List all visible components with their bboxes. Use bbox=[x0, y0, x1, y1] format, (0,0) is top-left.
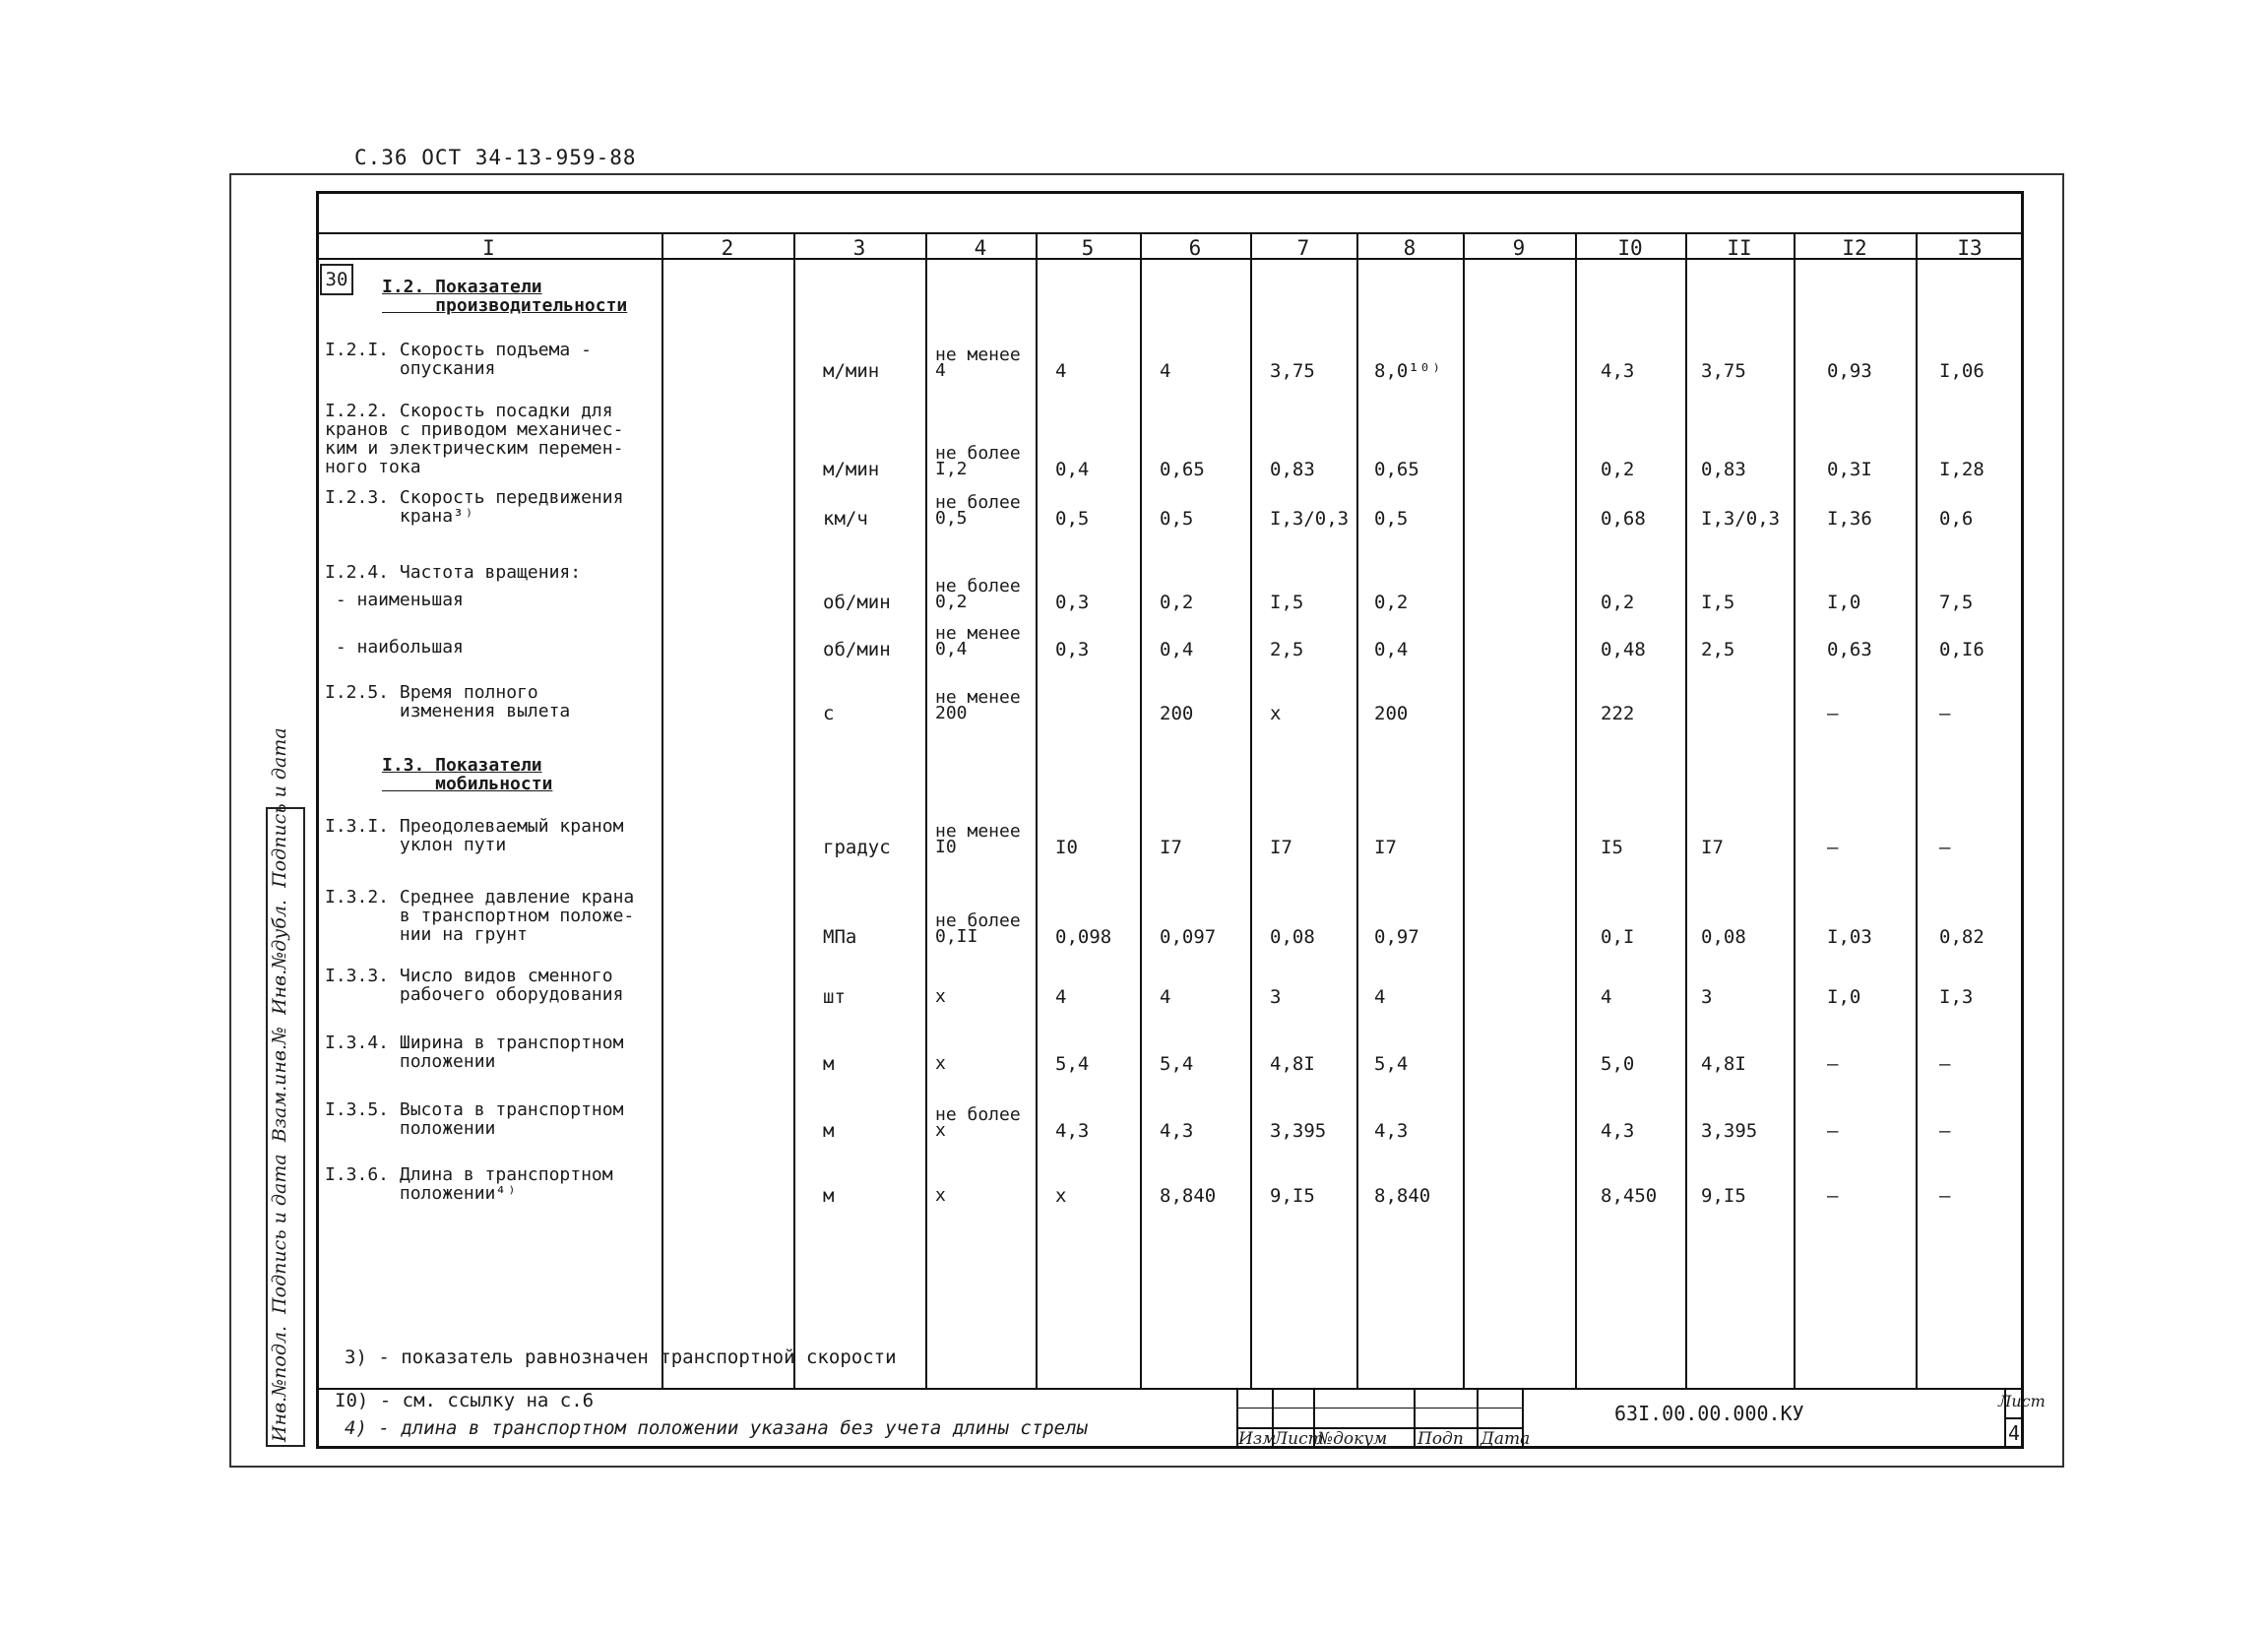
col-number: I3 bbox=[1957, 236, 1983, 260]
row-value: 4 bbox=[1160, 986, 1171, 1008]
row-value: 0,65 bbox=[1160, 459, 1205, 480]
row-value: 0,83 bbox=[1270, 459, 1315, 480]
title-label-podp: Подп bbox=[1418, 1429, 1464, 1449]
row-value: I,3/0,3 bbox=[1270, 508, 1350, 530]
row-value: 4,8I bbox=[1701, 1053, 1746, 1075]
row-value: 7,5 bbox=[1939, 592, 1974, 613]
row-value: I7 bbox=[1701, 837, 1724, 858]
row-value: 3,395 bbox=[1270, 1120, 1327, 1142]
row-value: 4 bbox=[1055, 986, 1067, 1008]
row-value: – bbox=[1939, 1053, 1951, 1075]
row-value: 0,97 bbox=[1374, 926, 1419, 948]
row-value: 0,5 bbox=[1055, 508, 1090, 530]
row-label: I.2.I. Скорость подъема - опускания bbox=[325, 340, 592, 379]
page-header: С.36 ОСТ 34-13-959-88 bbox=[354, 146, 637, 169]
row-value: – bbox=[1827, 1053, 1839, 1075]
sheet-label: Лист bbox=[1998, 1392, 2046, 1410]
row-value: – bbox=[1939, 1120, 1951, 1142]
row-requirement: х bbox=[935, 1185, 946, 1206]
row-value: 4,3 bbox=[1055, 1120, 1090, 1142]
row-value: I,0 bbox=[1827, 986, 1861, 1008]
row-requirement: не более 0,5 bbox=[935, 492, 1021, 529]
col-divider bbox=[1685, 232, 1687, 1388]
col-number: I2 bbox=[1842, 236, 1867, 260]
row-label: I.3.3. Число видов сменного рабочего оборудования bbox=[325, 966, 624, 1005]
row-value: 0,5 bbox=[1374, 508, 1409, 530]
row-value: 4,8I bbox=[1270, 1053, 1315, 1075]
revision-grid-divider bbox=[1414, 1388, 1416, 1449]
row-requirement: не более 0,II bbox=[935, 910, 1021, 947]
col-number: 4 bbox=[974, 236, 987, 260]
row-value: – bbox=[1827, 1185, 1839, 1207]
col-divider bbox=[1140, 232, 1142, 1388]
row-label: I.3.6. Длина в транспортном положении⁴⁾ bbox=[325, 1164, 613, 1204]
row-value: 0,5 bbox=[1160, 508, 1194, 530]
col-divider bbox=[1794, 232, 1796, 1388]
col-number: 8 bbox=[1403, 236, 1417, 260]
col-number: 2 bbox=[721, 236, 734, 260]
row-value: I,5 bbox=[1270, 592, 1304, 613]
col-number: 3 bbox=[852, 236, 866, 260]
row-value: – bbox=[1939, 837, 1951, 858]
row-value: 0,097 bbox=[1160, 926, 1217, 948]
row-value: 0,08 bbox=[1701, 926, 1746, 948]
row-value: 0,2 bbox=[1374, 592, 1409, 613]
col-number: I0 bbox=[1617, 236, 1643, 260]
table-top-rule bbox=[316, 232, 2024, 234]
row-value: 9,I5 bbox=[1270, 1185, 1315, 1207]
row-label: I.2.4. Частота вращения: bbox=[325, 562, 582, 583]
row-value: 0,4 bbox=[1160, 639, 1194, 660]
row-value: I0 bbox=[1055, 837, 1078, 858]
row-unit: м bbox=[823, 1120, 835, 1142]
row-value: I5 bbox=[1601, 837, 1623, 858]
row-unit: м bbox=[823, 1053, 835, 1075]
row-value: I,3 bbox=[1939, 986, 1974, 1008]
row-label: I.3. Показатели мобильности bbox=[382, 755, 553, 794]
row-value: х bbox=[1055, 1185, 1067, 1207]
row-value: I,0 bbox=[1827, 592, 1861, 613]
row-value: 3,395 bbox=[1701, 1120, 1758, 1142]
side-stamp-text: Инв.№подл. Подпись и дата Взам.инв.№ Инв.№дубл. Подпись и дата bbox=[269, 727, 290, 1442]
row-value: – bbox=[1827, 703, 1839, 724]
col-divider bbox=[925, 232, 927, 1388]
col-divider bbox=[1463, 232, 1465, 1388]
row-value: 5,4 bbox=[1160, 1053, 1194, 1075]
row-value: 2,5 bbox=[1701, 639, 1735, 660]
row-value: 0,65 bbox=[1374, 459, 1419, 480]
row-value: 8,840 bbox=[1374, 1185, 1431, 1207]
row-value: 0,I6 bbox=[1939, 639, 1984, 660]
row-label: - наибольшая bbox=[325, 637, 464, 657]
row-requirement: не более х bbox=[935, 1104, 1021, 1141]
row-unit: МПа bbox=[823, 926, 857, 948]
row-unit: м/мин bbox=[823, 459, 880, 480]
row-value: I,03 bbox=[1827, 926, 1872, 948]
col-number: 6 bbox=[1188, 236, 1202, 260]
row-unit: шт bbox=[823, 986, 846, 1008]
row-value: 8,450 bbox=[1601, 1185, 1658, 1207]
row-value: – bbox=[1939, 703, 1951, 724]
row-value: 200 bbox=[1160, 703, 1194, 724]
row-requirement: х bbox=[935, 1053, 946, 1074]
row-value: I,5 bbox=[1701, 592, 1735, 613]
title-label-dokum: №докум bbox=[1317, 1429, 1388, 1449]
row-value: I,28 bbox=[1939, 459, 1984, 480]
document-code: 63I.00.00.000.КУ bbox=[1614, 1402, 1804, 1425]
row-unit: градус bbox=[823, 837, 891, 858]
row-value: 0,4 bbox=[1055, 459, 1090, 480]
row-value: 0,83 bbox=[1701, 459, 1746, 480]
sheet-box-rule bbox=[2004, 1417, 2024, 1419]
row-requirement: х bbox=[935, 986, 946, 1007]
row-requirement: не более I,2 bbox=[935, 443, 1021, 479]
row-value: 5,0 bbox=[1601, 1053, 1635, 1075]
row-value: 0,93 bbox=[1827, 360, 1872, 382]
row-value: – bbox=[1827, 837, 1839, 858]
row-value: I7 bbox=[1160, 837, 1182, 858]
col-divider bbox=[1916, 232, 1918, 1388]
col-divider bbox=[1356, 232, 1358, 1388]
footnote-10: I0) - см. ссылку на с.6 bbox=[335, 1390, 595, 1411]
row-value: 8,0¹⁰⁾ bbox=[1374, 360, 1442, 382]
row-requirement: не более 0,2 bbox=[935, 576, 1021, 612]
row-value: 0,68 bbox=[1601, 508, 1646, 530]
footnote-3: 3) - показатель равнозначен транспортной скорости bbox=[345, 1346, 897, 1368]
row-value: I,3/0,3 bbox=[1701, 508, 1781, 530]
row-value: 3 bbox=[1701, 986, 1713, 1008]
row-value: 5,4 bbox=[1374, 1053, 1409, 1075]
title-label-list: Лист bbox=[1274, 1429, 1324, 1449]
row-value: 4,3 bbox=[1601, 360, 1635, 382]
row-label: I.2.3. Скорость передвижения крана³⁾ bbox=[325, 487, 624, 527]
title-label-izm: Изм bbox=[1238, 1429, 1277, 1449]
row-value: 0,I bbox=[1601, 926, 1635, 948]
row-value: 0,6 bbox=[1939, 508, 1974, 530]
row-value: 0,2 bbox=[1160, 592, 1194, 613]
row-value: 4 bbox=[1601, 986, 1612, 1008]
row-label: I.2.5. Время полного изменения вылета bbox=[325, 682, 571, 721]
row-value: I,36 bbox=[1827, 508, 1872, 530]
title-label-data: Дата bbox=[1480, 1429, 1531, 1449]
row-value: 4,3 bbox=[1160, 1120, 1194, 1142]
row-value: 4,3 bbox=[1601, 1120, 1635, 1142]
row-label: I.3.2. Среднее давление крана в транспортном положе- нии на грунт bbox=[325, 887, 635, 945]
row-label: I.3.I. Преодолеваемый краном уклон пути bbox=[325, 816, 624, 855]
row-value: 0,82 bbox=[1939, 926, 1984, 948]
row-unit: км/ч bbox=[823, 508, 868, 530]
row-value: – bbox=[1827, 1120, 1839, 1142]
row-value: 0,08 bbox=[1270, 926, 1315, 948]
row-value: 8,840 bbox=[1160, 1185, 1217, 1207]
row-requirement: не менее 0,4 bbox=[935, 623, 1021, 659]
row-value: 3 bbox=[1270, 986, 1282, 1008]
row-value: 0,2 bbox=[1601, 459, 1635, 480]
row-value: 4 bbox=[1055, 360, 1067, 382]
col-divider bbox=[662, 232, 663, 1388]
section-marker: 30 bbox=[320, 264, 353, 295]
row-label: - наименьшая bbox=[325, 590, 464, 610]
row-value: 3,75 bbox=[1701, 360, 1746, 382]
row-value: 3,75 bbox=[1270, 360, 1315, 382]
col-number: I bbox=[482, 236, 495, 260]
row-value: 2,5 bbox=[1270, 639, 1304, 660]
row-value: I,06 bbox=[1939, 360, 1984, 382]
col-divider bbox=[1575, 232, 1577, 1388]
revision-grid-divider bbox=[1477, 1388, 1479, 1449]
row-requirement: не менее 200 bbox=[935, 687, 1021, 723]
row-unit: м bbox=[823, 1185, 835, 1207]
row-value: – bbox=[1939, 1185, 1951, 1207]
col-number: 9 bbox=[1512, 236, 1526, 260]
row-value: 4 bbox=[1160, 360, 1171, 382]
col-divider bbox=[793, 232, 795, 1388]
col-number: II bbox=[1727, 236, 1752, 260]
row-unit: об/мин bbox=[823, 592, 891, 613]
col-divider bbox=[1250, 232, 1252, 1388]
row-label: I.2. Показатели производительности bbox=[382, 277, 628, 316]
row-value: 222 bbox=[1601, 703, 1635, 724]
row-value: 200 bbox=[1374, 703, 1409, 724]
row-value: х bbox=[1270, 703, 1282, 724]
row-unit: об/мин bbox=[823, 639, 891, 660]
row-value: 4,3 bbox=[1374, 1120, 1409, 1142]
row-value: 9,I5 bbox=[1701, 1185, 1746, 1207]
row-label: I.2.2. Скорость посадки для кранов с приводом механичес- ким и электрическим перемен- ного тока bbox=[325, 401, 624, 477]
revision-grid-rule bbox=[1236, 1408, 1522, 1409]
row-value: I7 bbox=[1270, 837, 1292, 858]
row-label: I.3.4. Ширина в транспортном положении bbox=[325, 1033, 624, 1072]
row-value: 0,48 bbox=[1601, 639, 1646, 660]
col-number: 7 bbox=[1296, 236, 1310, 260]
row-value: 0,3 bbox=[1055, 639, 1090, 660]
row-value: 4 bbox=[1374, 986, 1386, 1008]
row-value: 0,3I bbox=[1827, 459, 1872, 480]
row-unit: м/мин bbox=[823, 360, 880, 382]
col-number: 5 bbox=[1081, 236, 1095, 260]
row-requirement: не менее 4 bbox=[935, 344, 1021, 381]
row-value: 0,63 bbox=[1827, 639, 1872, 660]
row-requirement: не менее I0 bbox=[935, 821, 1021, 857]
row-value: I7 bbox=[1374, 837, 1397, 858]
footnote-4: 4) - длина в транспортном положении указана без учета длины стрелы bbox=[345, 1417, 1088, 1439]
row-value: 0,3 bbox=[1055, 592, 1090, 613]
row-unit: с bbox=[823, 703, 835, 724]
col-divider bbox=[1036, 232, 1038, 1388]
row-value: 5,4 bbox=[1055, 1053, 1090, 1075]
row-value: 0,2 bbox=[1601, 592, 1635, 613]
row-label: I.3.5. Высота в транспортном положении bbox=[325, 1099, 624, 1139]
sheet-number: 4 bbox=[2008, 1421, 2021, 1445]
row-value: 0,4 bbox=[1374, 639, 1409, 660]
row-value: 0,098 bbox=[1055, 926, 1112, 948]
